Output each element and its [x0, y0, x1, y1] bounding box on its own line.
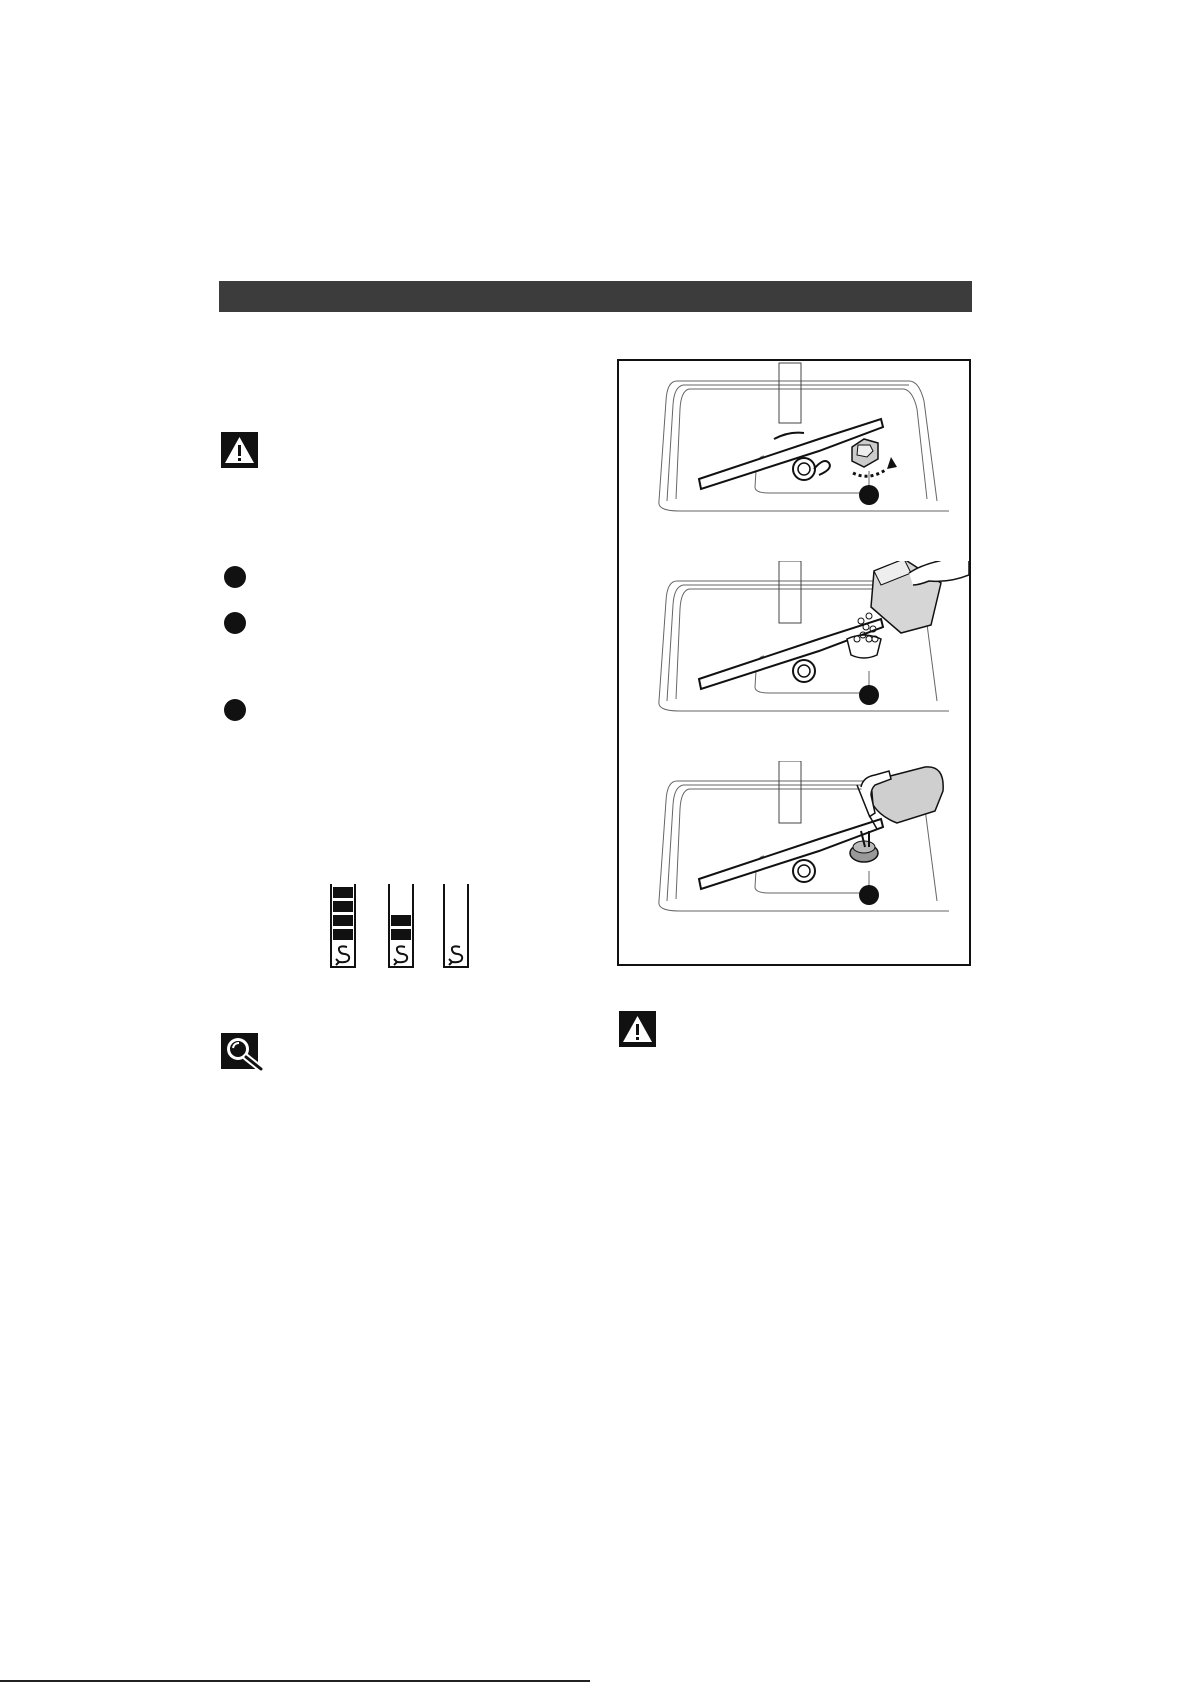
salt-level-indicator-empty: [441, 884, 471, 968]
step-bullet-1: [224, 566, 246, 588]
step-bullet-2: [224, 612, 246, 634]
salt-level-indicator-full: [328, 884, 358, 968]
warning-triangle-icon: [221, 432, 258, 468]
salt-level-indicator-half: [386, 884, 416, 968]
magnifier-icon: [221, 1033, 265, 1071]
footer-rule: [0, 1680, 590, 1682]
section-header-bar: [219, 281, 972, 312]
illustration-pour-salt: [619, 561, 969, 751]
illustration-unscrew-cap: [619, 361, 969, 551]
salt-refill-illustration-panel: [617, 359, 971, 966]
step-bullet-3: [224, 699, 246, 721]
warning-triangle-icon: [619, 1011, 656, 1047]
illustration-pour-water: [619, 761, 969, 951]
